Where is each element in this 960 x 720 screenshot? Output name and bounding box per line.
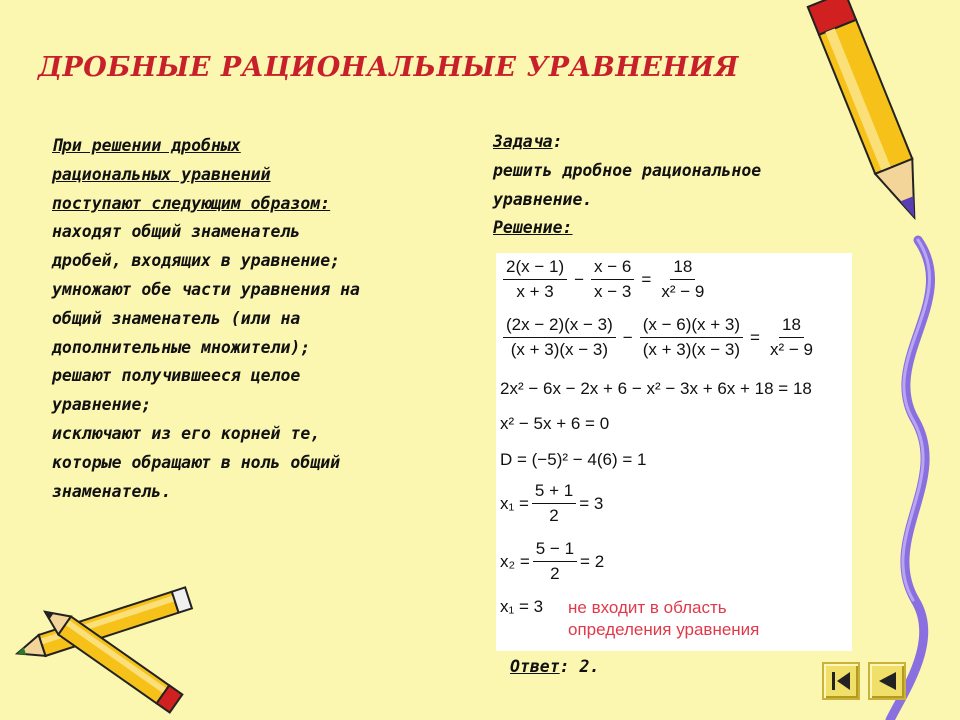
numerator: 5 − 1 [533, 539, 577, 562]
root-rhs: = 2 [580, 551, 605, 571]
nav-first-button[interactable] [822, 662, 860, 700]
body-line: дробей, входящих в уравнение; [52, 251, 341, 271]
fraction [640, 315, 743, 360]
denominator: x + 3 [516, 282, 554, 301]
excluded-note [568, 597, 759, 641]
root-x1-excluded: x₁ = 3 [500, 597, 544, 616]
solution-heading [493, 214, 853, 243]
fraction [658, 257, 707, 302]
answer-value: : 2. [559, 657, 600, 676]
body-line: решают получившееся целое [52, 366, 301, 386]
task-heading [493, 128, 853, 157]
ribbon-stroke [890, 240, 931, 720]
solution-box [496, 253, 852, 651]
numerator: 5 + 1 [532, 481, 576, 504]
body-line: исключают из его корней те, [52, 423, 321, 443]
numerator: (x − 6)(x + 3) [640, 315, 743, 338]
answer-line [510, 657, 599, 676]
operator: = [750, 327, 760, 347]
denominator: x² − 9 [769, 340, 813, 359]
numerator: 18 [779, 315, 804, 338]
body-line: умножают обе части уравнения на [52, 279, 360, 299]
pencils-bottom-left-icon [5, 585, 205, 715]
ribbon-highlight [903, 240, 930, 600]
task-label: Задача [493, 132, 553, 151]
fraction [532, 481, 576, 526]
method-description [52, 132, 472, 506]
solution-label-suffix: : [562, 218, 573, 238]
equation-4: x² − 5x + 6 = 0 [500, 414, 610, 433]
solution-label: Решение [493, 218, 563, 238]
numerator: 2(x − 1) [503, 257, 567, 280]
intro-line-3: поступают следующим образом: [52, 193, 331, 213]
equation-2 [500, 315, 819, 360]
body-line: находят общий знаменатель [52, 222, 301, 242]
equation-3: 2x² − 6x − 2x + 6 − x² − 3x + 6x + 18 = 18 [500, 379, 812, 398]
denominator: (x + 3)(x − 3) [510, 340, 609, 359]
root-x1 [500, 481, 603, 526]
task-line-2: уравнение. [493, 189, 593, 209]
body-line: общий знаменатель (или на [52, 308, 301, 328]
equation-1 [500, 257, 710, 302]
task-label-suffix: : [552, 132, 563, 151]
intro-line-1: При решении дробных [52, 136, 241, 155]
denominator: 2 [549, 506, 559, 525]
skip-back-icon [824, 664, 858, 698]
task-block [493, 128, 853, 243]
intro-line-2: рациональных уравнений [52, 164, 271, 184]
denominator: x − 3 [594, 282, 632, 301]
body-line: дополнительные множители); [52, 337, 311, 357]
answer-label: Ответ [510, 657, 560, 676]
root-lhs: x₁ = [500, 493, 529, 513]
operator: − [574, 269, 585, 289]
operator: − [622, 327, 633, 347]
fraction [767, 315, 816, 360]
numerator: 18 [670, 257, 695, 280]
denominator: x² − 9 [661, 282, 705, 301]
fraction [591, 257, 634, 302]
denominator: (x + 3)(x − 3) [642, 340, 741, 359]
note-line-2: определения уравнения [568, 620, 760, 639]
task-line-1: решить дробное рациональное [493, 160, 762, 180]
root-x2 [500, 539, 604, 584]
numerator: (2x − 2)(x − 3) [503, 315, 616, 338]
nav-prev-button[interactable] [868, 662, 906, 700]
body-line: которые обращают в ноль общий [52, 452, 341, 472]
slide-title: ДРОБНЫЕ РАЦИОНАЛЬНЫЕ УРАВНЕНИЯ [38, 52, 739, 83]
equation-5: D = (−5)² − 4(6) = 1 [500, 450, 647, 469]
numerator: x − 6 [591, 257, 634, 280]
body-line: уравнение; [52, 395, 152, 415]
fraction [503, 257, 567, 302]
operator: = [641, 269, 652, 289]
body-line: знаменатель. [52, 481, 172, 501]
denominator: 2 [550, 564, 560, 583]
root-lhs: x₂ = [500, 551, 530, 571]
root-rhs: = 3 [579, 493, 604, 513]
fraction [503, 315, 616, 360]
note-line-1: не входит в область [568, 598, 727, 617]
play-back-icon [870, 664, 904, 698]
fraction [533, 539, 577, 584]
